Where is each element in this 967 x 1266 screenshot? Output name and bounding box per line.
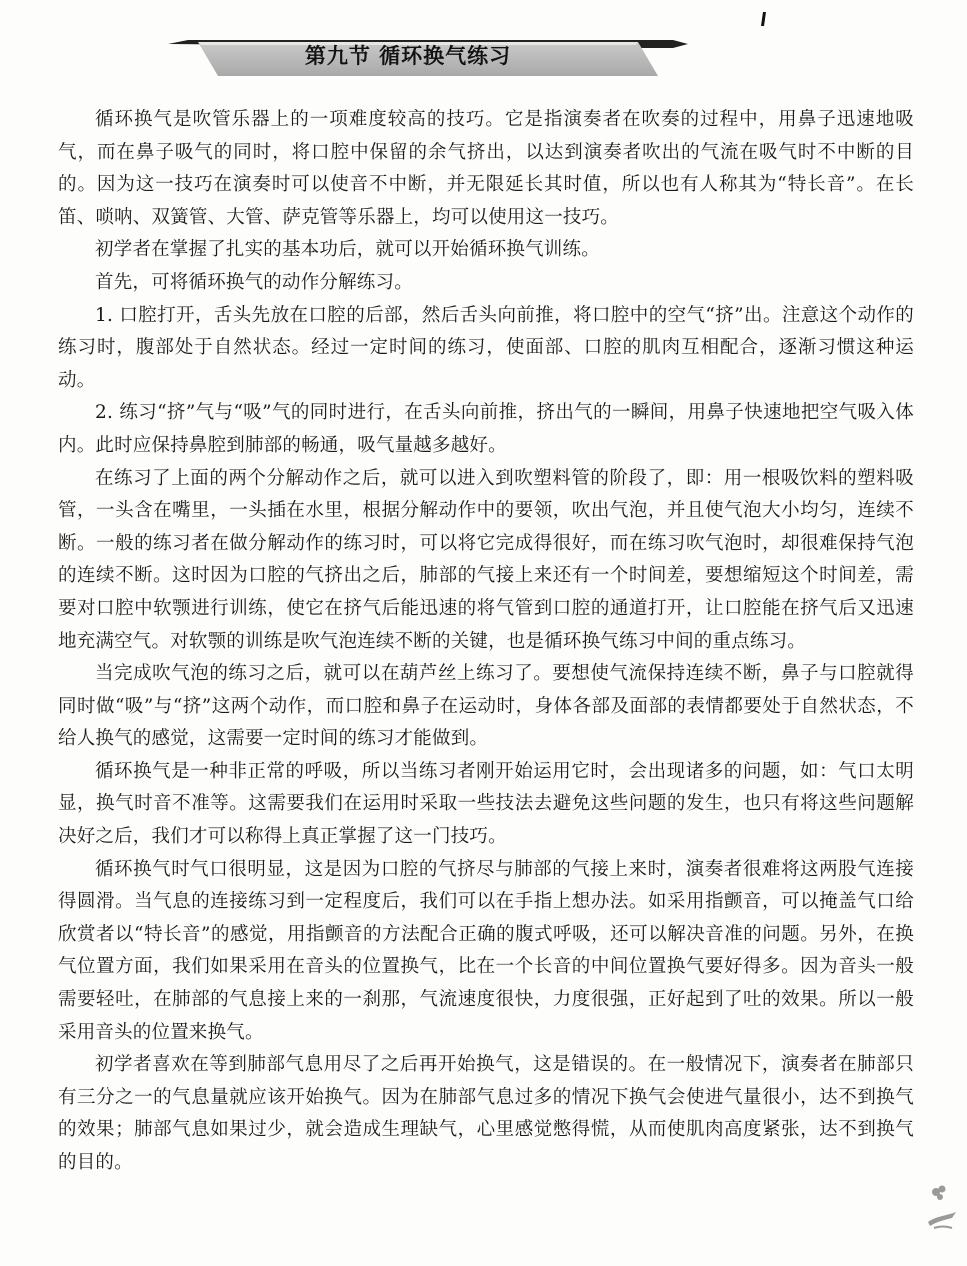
section-title: 第九节 循环换气练习 xyxy=(304,44,512,68)
paragraph-6: 在练习了上面的两个分解动作之后，就可以进入到吹塑料管的阶段了，即：用一根吸饮料的塑料吸管，一头含在嘴里，一头插在水里，根据分解动作中的要领，吹出气泡，并且使气泡大小均匀，连续不断。一般的练习者在做分解动作的练习时，可以将它完成得很好，而在练习吹气泡时，却很难保持气泡的连续不断。这时因为口腔的气挤出之后，肺部的气接上来还有一个时间差，要想缩短这个时间差，需要对口腔中软颚进行训练，使它在挤气后能迅速的将气管到口腔的通道打开，让口腔能在挤气后又迅速地充满空气。对软颚的训练是吹气泡连续不断的关键，也是循环换气练习中间的重点练习。 xyxy=(58,467,914,652)
paragraph-5: 2. 练习“挤”气与“吸”气的同时进行，在舌头向前推，挤出气的一瞬间，用鼻子快速地把空气吸入体内。此时应保持鼻腔到肺部的畅通，吸气量越多越好。 xyxy=(58,402,914,456)
body-text xyxy=(58,104,914,1180)
paragraph-4: 1. 口腔打开，舌头先放在口腔的后部，然后舌头向前推，将口腔中的空气“挤”出。注意这个动作的练习时，腹部处于自然状态。经过一定时间的练习，使面部、口腔的肌肉互相配合，逐渐习惯这种运动。 xyxy=(58,304,914,391)
section-banner xyxy=(168,36,688,80)
paragraph-7: 当完成吹气泡的练习之后，就可以在葫芦丝上练习了。要想使气流保持连续不断，鼻子与口腔就得同时做“吸”与“挤”这两个动作，而口腔和鼻子在运动时，身体各部及面部的表情都要处于自然状态，不给人换气的感觉，这需要一定时间的练习才能做到。 xyxy=(58,663,914,750)
paragraph-8: 循环换气是一种非正常的呼吸，所以当练习者刚开始运用它时，会出现诸多的问题，如：气口太明显，换气时音不准等。这需要我们在运用时采取一些技法去避免这些问题的发生，也只有将这些问题解决好之后，我们才可以称得上真正掌握了这一门技巧。 xyxy=(58,760,914,848)
paragraph-10: 初学者喜欢在等到肺部气息用尽了之后再开始换气，这是错误的。在一般情况下，演奏者在肺部只有三分之一的气息量就应该开始换气。因为在肺部气息过多的情况下换气会使进气量很小，达不到换气的效果；肺部气息如果过少，就会造成生理缺气，心里感觉憋得慌，从而使肌肉高度紧张，达不到换气的目的。 xyxy=(58,1054,914,1173)
paragraph-9: 循环换气时气口很明显，这是因为口腔的气挤尽与肺部的气接上来时，演奏者很难将这两股气连接得圆滑。当气息的连接练习到一定程度后，我们可以在手指上想办法。如采用指颤音，可以掩盖气口给欣赏者以“特长音”的感觉，用指颤音的方法配合正确的腹式呼吸，还可以解决音准的问题。另外，在换气位置方面，我们如果采用在音头的位置换气，比在一个长音的中间位置换气要好得多。因为音头一般需要轻吐，在肺部的气息接上来的一刹那，气流速度很快，力度很强，正好起到了吐的效果。所以一般采用音头的位置来换气。 xyxy=(58,858,914,1043)
corner-ornament xyxy=(922,1182,962,1242)
paragraph-3: 首先，可将循环换气的动作分解练习。 xyxy=(95,271,413,293)
ink-mark xyxy=(761,12,766,26)
paragraph-1: 循环换气是吹管乐器上的一项难度较高的技巧。它是指演奏者在吹奏的过程中，用鼻子迅速地吸气，而在鼻子吸气的同时，将口腔中保留的余气挤出，以达到演奏者吹出的气流在吸气时不中断的目的。因为这一技巧在演奏时可以使音不中断，并无限延长其时值，所以也有人称其为“特长音”。在长笛、唢呐、双簧管、大管、萨克管等乐器上，均可以使用这一技巧。 xyxy=(58,109,914,228)
paragraph-2: 初学者在掌握了扎实的基本功后，就可以开始循环换气训练。 xyxy=(95,239,600,261)
